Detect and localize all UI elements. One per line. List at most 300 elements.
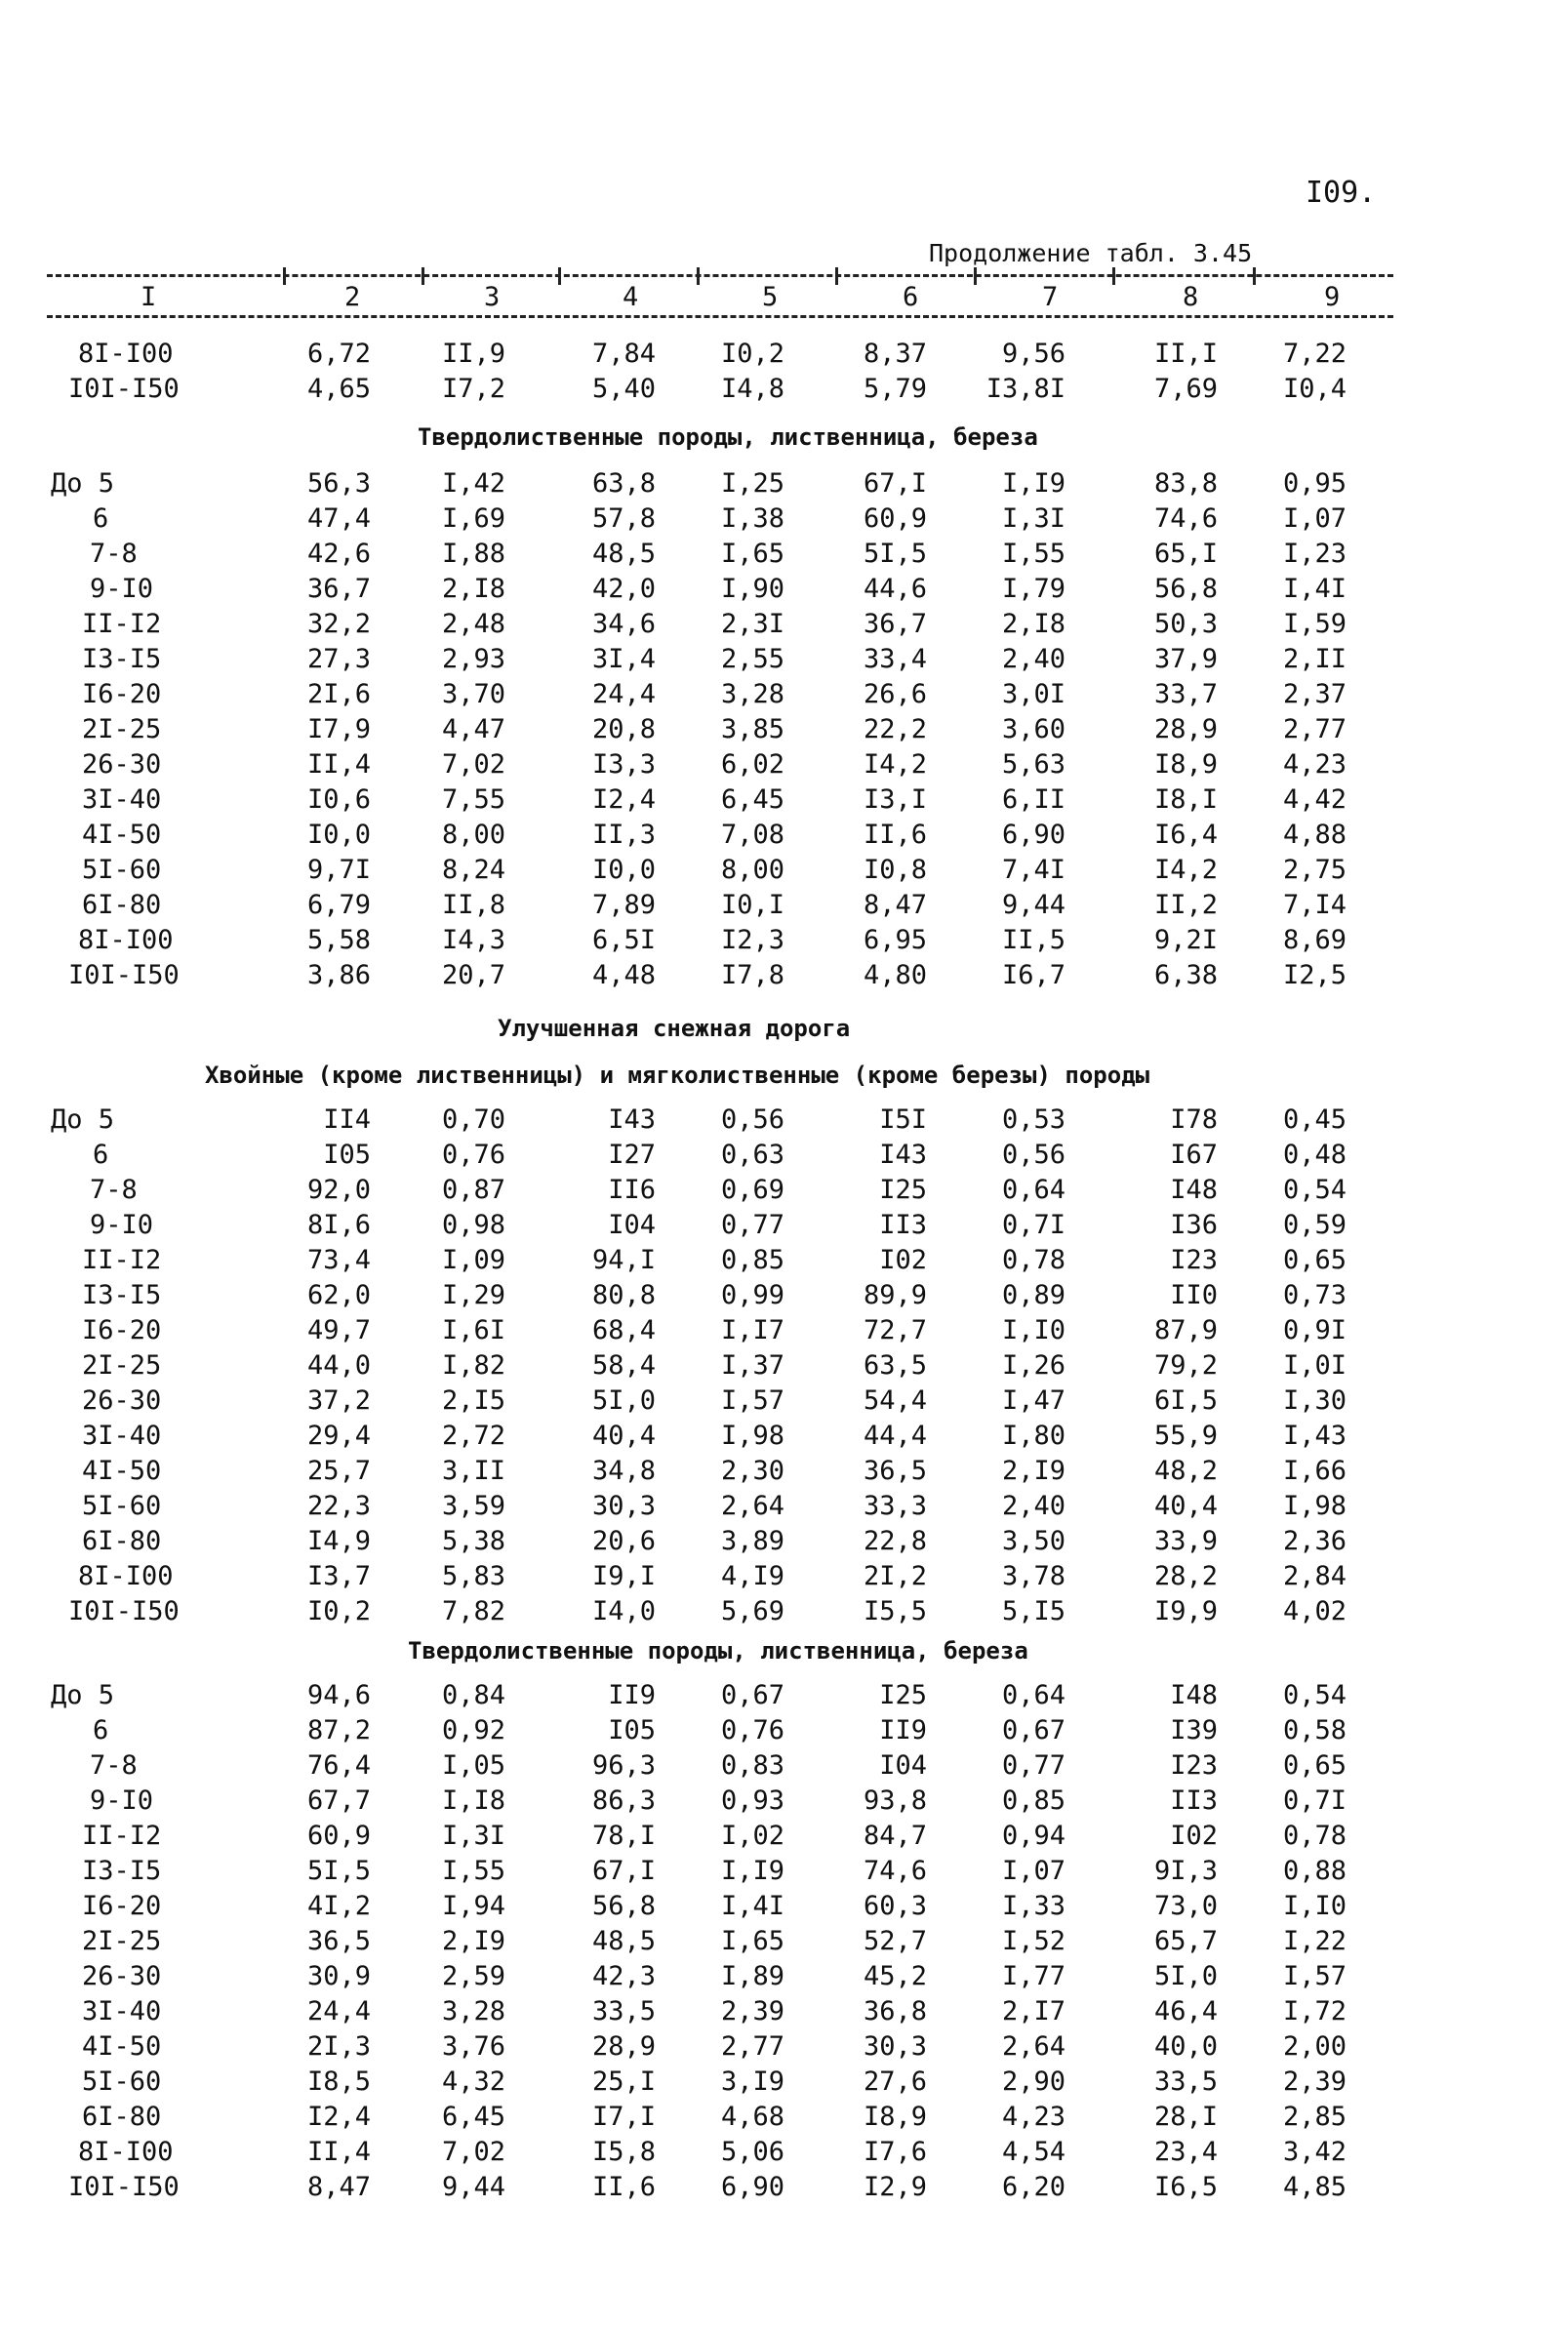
table-cell: 7,I4 [1282, 890, 1347, 920]
table-cell: 2,39 [1282, 2066, 1347, 2097]
row-label: 4I-50 [82, 1456, 162, 1486]
table-cell: I,6I [441, 1315, 505, 1345]
table-cell: 2,I7 [1001, 1996, 1065, 2026]
table-cell: I0,8 [863, 855, 927, 885]
table-row [0, 374, 1568, 409]
table-cell: I6,7 [1001, 960, 1065, 990]
table-row [0, 1315, 1568, 1350]
table-row [0, 1350, 1568, 1385]
table-cell: I9,9 [1153, 1596, 1218, 1626]
table-cell: 37,9 [1153, 644, 1218, 674]
table-cell: 2,40 [1001, 1491, 1065, 1521]
table-cell: 0,92 [441, 1715, 505, 1745]
table-cell: 56,3 [306, 468, 371, 499]
table-cell: I,0I [1282, 1350, 1347, 1381]
row-label: 6 [93, 503, 109, 534]
table-cell: I0,6 [306, 784, 371, 815]
table-cell: 2,72 [441, 1421, 505, 1451]
table-cell: 3,28 [720, 679, 784, 709]
table-cell: 4,80 [863, 960, 927, 990]
table-cell: 4,23 [1282, 749, 1347, 780]
table-cell: 48,5 [591, 1926, 656, 1956]
table-cell: 22,2 [863, 714, 927, 744]
table-cell: 76,4 [306, 1750, 371, 1781]
table-cell: 2,40 [1001, 644, 1065, 674]
table-cell: 33,5 [1153, 2066, 1218, 2097]
table-cell: 73,0 [1153, 1891, 1218, 1921]
table-cell: I,26 [1001, 1350, 1065, 1381]
column-header: 2 [344, 282, 361, 312]
table-row [0, 1926, 1568, 1961]
table-cell: 27,3 [306, 644, 371, 674]
table-cell: 2I,2 [863, 1561, 927, 1591]
table-cell: I,42 [441, 468, 505, 499]
table-cell: 60,9 [306, 1821, 371, 1851]
table-cell: 2,I8 [441, 574, 505, 604]
table-cell: 28,9 [1153, 714, 1218, 744]
table-cell: 8,00 [720, 855, 784, 885]
table-cell: 2,59 [441, 1961, 505, 1991]
table-cell: I,23 [1282, 539, 1347, 569]
table-cell: I02 [879, 1245, 927, 1275]
table-row [0, 609, 1568, 644]
table-cell: 30,3 [863, 2031, 927, 2062]
row-label: I0I-I50 [68, 960, 180, 990]
row-label: 8I-I00 [78, 339, 174, 369]
table-cell: 8,69 [1282, 925, 1347, 955]
table-row [0, 1245, 1568, 1280]
table-cell: I4,2 [863, 749, 927, 780]
table-cell: 24,4 [306, 1996, 371, 2026]
table-cell: I,59 [1282, 609, 1347, 639]
table-cell: I25 [879, 1680, 927, 1710]
table-cell: 0,76 [720, 1715, 784, 1745]
table-cell: I4,2 [1153, 855, 1218, 885]
table-cell: 8,24 [441, 855, 505, 885]
table-cell: 0,58 [1282, 1715, 1347, 1745]
table-cell: I4,9 [306, 1526, 371, 1556]
table-cell: 94,6 [306, 1680, 371, 1710]
table-row [0, 749, 1568, 784]
table-cell: 4,23 [1001, 2102, 1065, 2132]
row-label: До 5 [51, 468, 115, 499]
table-cell: 28,2 [1153, 1561, 1218, 1591]
table-cell: 2,00 [1282, 2031, 1347, 2062]
table-cell: I4,3 [441, 925, 505, 955]
table-cell: I3,I [863, 784, 927, 815]
table-cell: 6,5I [591, 925, 656, 955]
table-row [0, 1785, 1568, 1821]
table-cell: 2,II [1282, 644, 1347, 674]
table-cell: 2I,3 [306, 2031, 371, 2062]
table-cell: 7,02 [441, 749, 505, 780]
column-header: 5 [762, 282, 779, 312]
table-cell: I4,8 [720, 374, 784, 404]
table-cell: I7,9 [306, 714, 371, 744]
table-cell: 6,20 [1001, 2172, 1065, 2202]
table-cell: I,69 [441, 503, 505, 534]
table-cell: 36,8 [863, 1996, 927, 2026]
table-row [0, 1561, 1568, 1596]
table-cell: 67,I [863, 468, 927, 499]
table-cell: 5,83 [441, 1561, 505, 1591]
table-cell: 0,63 [720, 1140, 784, 1170]
table-cell: 36,7 [863, 609, 927, 639]
table-cell: 60,3 [863, 1891, 927, 1921]
table-row [0, 1421, 1568, 1456]
table-cell: 58,4 [591, 1350, 656, 1381]
table-cell: 33,5 [591, 1996, 656, 2026]
row-label: 6 [93, 1715, 109, 1745]
table-cell: 0,83 [720, 1750, 784, 1781]
table-cell: 2,39 [720, 1996, 784, 2026]
table-cell: I,52 [1001, 1926, 1065, 1956]
table-cell: 68,4 [591, 1315, 656, 1345]
table-cell: I0,0 [306, 820, 371, 850]
table-cell: 7,02 [441, 2137, 505, 2167]
table-row [0, 339, 1568, 374]
table-cell: I,07 [1282, 503, 1347, 534]
table-cell: I25 [879, 1175, 927, 1205]
table-cell: 6,45 [720, 784, 784, 815]
table-row [0, 1821, 1568, 1856]
table-row [0, 1891, 1568, 1926]
table-cell: 0,56 [720, 1104, 784, 1135]
table-cell: 96,3 [591, 1750, 656, 1781]
row-label: 7-8 [90, 539, 138, 569]
table-cell: II,8 [441, 890, 505, 920]
table-cell: 7,55 [441, 784, 505, 815]
table-row [0, 1856, 1568, 1891]
table-cell: I,07 [1001, 1856, 1065, 1886]
table-cell: I,I9 [720, 1856, 784, 1886]
table-cell: 57,8 [591, 503, 656, 534]
table-cell: 2,64 [1001, 2031, 1065, 2062]
table-cell: 4I,2 [306, 1891, 371, 1921]
table-cell: I43 [608, 1104, 656, 1135]
table-cell: I,3I [441, 1821, 505, 1851]
table-cell: 2,3I [720, 609, 784, 639]
table-cell: 9,44 [441, 2172, 505, 2202]
table-cell: II,4 [306, 749, 371, 780]
table-cell: 0,53 [1001, 1104, 1065, 1135]
table-cell: 60,9 [863, 503, 927, 534]
table-row [0, 644, 1568, 679]
table-cell: 0,87 [441, 1175, 505, 1205]
table-cell: 79,2 [1153, 1350, 1218, 1381]
table-cell: 44,4 [863, 1421, 927, 1451]
table-cell: 5,79 [863, 374, 927, 404]
row-label: 6I-80 [82, 890, 162, 920]
table-cell: 8I,6 [306, 1210, 371, 1240]
table-cell: I48 [1170, 1175, 1218, 1205]
table-cell: I0,2 [720, 339, 784, 369]
table-row [0, 820, 1568, 855]
table-cell: 74,6 [863, 1856, 927, 1886]
table-cell: 67,I [591, 1856, 656, 1886]
table-cell: 0,56 [1001, 1140, 1065, 1170]
table-row [0, 1140, 1568, 1175]
table-row [0, 2102, 1568, 2137]
table-cell: I,22 [1282, 1926, 1347, 1956]
column-header: I [141, 282, 157, 312]
table-cell: 0,64 [1001, 1175, 1065, 1205]
table-cell: 93,8 [863, 1785, 927, 1816]
table-cell: 94,I [591, 1245, 656, 1275]
table-cell: II3 [1170, 1785, 1218, 1816]
table-cell: 0,48 [1282, 1140, 1347, 1170]
table-cell: I8,9 [863, 2102, 927, 2132]
table-cell: I36 [1170, 1210, 1218, 1240]
table-cell: 8,37 [863, 339, 927, 369]
table-cell: 62,0 [306, 1280, 371, 1310]
table-cell: 2,30 [720, 1456, 784, 1486]
table-cell: I6,5 [1153, 2172, 1218, 2202]
table-cell: 9,56 [1001, 339, 1065, 369]
table-cell: 2,90 [1001, 2066, 1065, 2097]
table-cell: 33,4 [863, 644, 927, 674]
table-row [0, 2066, 1568, 2102]
row-label: 8I-I00 [78, 2137, 174, 2167]
table-cell: 86,3 [591, 1785, 656, 1816]
table-row [0, 1996, 1568, 2031]
table-cell: 0,78 [1001, 1245, 1065, 1275]
table-cell: 30,9 [306, 1961, 371, 1991]
row-label: 3I-40 [82, 1421, 162, 1451]
table-cell: 7,89 [591, 890, 656, 920]
table-cell: 0,78 [1282, 1821, 1347, 1851]
table-row [0, 784, 1568, 820]
table-row [0, 1750, 1568, 1785]
table-cell: 3I,4 [591, 644, 656, 674]
table-cell: 3,28 [441, 1996, 505, 2026]
table-cell: 4,85 [1282, 2172, 1347, 2202]
table-cell: I,4I [720, 1891, 784, 1921]
table-cell: 5,06 [720, 2137, 784, 2167]
table-cell: 7,69 [1153, 374, 1218, 404]
table-cell: I02 [1170, 1821, 1218, 1851]
table-cell: 0,45 [1282, 1104, 1347, 1135]
row-label: I3-I5 [82, 1280, 162, 1310]
table-cell: I2,4 [306, 2102, 371, 2132]
row-label: I3-I5 [82, 644, 162, 674]
table-cell: 42,6 [306, 539, 371, 569]
table-cell: I7,8 [720, 960, 784, 990]
table-cell: 84,7 [863, 1821, 927, 1851]
table-cell: 42,0 [591, 574, 656, 604]
table-cell: II,6 [591, 2172, 656, 2202]
table-cell: 2,I8 [1001, 609, 1065, 639]
table-cell: I78 [1170, 1104, 1218, 1135]
table-cell: 2I,6 [306, 679, 371, 709]
table-cell: II0 [1170, 1280, 1218, 1310]
table-cell: I3,7 [306, 1561, 371, 1591]
table-cell: 87,2 [306, 1715, 371, 1745]
table-cell: 55,9 [1153, 1421, 1218, 1451]
table-cell: 6,90 [1001, 820, 1065, 850]
table-cell: I8,I [1153, 784, 1218, 815]
row-label: 4I-50 [82, 820, 162, 850]
row-label: 26-30 [82, 1385, 162, 1416]
table-cell: I05 [323, 1140, 371, 1170]
table-cell: 28,I [1153, 2102, 1218, 2132]
table-cell: I23 [1170, 1750, 1218, 1781]
table-cell: 0,95 [1282, 468, 1347, 499]
table-cell: 2,48 [441, 609, 505, 639]
row-label: До 5 [51, 1680, 115, 1710]
table-cell: 3,89 [720, 1526, 784, 1556]
section-block [0, 1680, 1568, 2207]
table-cell: 0,70 [441, 1104, 505, 1135]
row-label: I0I-I50 [68, 1596, 180, 1626]
table-cell: I,66 [1282, 1456, 1347, 1486]
table-cell: 0,67 [720, 1680, 784, 1710]
row-label: 4I-50 [82, 2031, 162, 2062]
table-cell: 65,I [1153, 539, 1218, 569]
table-cell: 4,88 [1282, 820, 1347, 850]
row-label: 2I-25 [82, 1926, 162, 1956]
table-cell: 3,78 [1001, 1561, 1065, 1591]
table-cell: 0,9I [1282, 1315, 1347, 1345]
table-cell: 56,8 [591, 1891, 656, 1921]
table-cell: 3,70 [441, 679, 505, 709]
table-cell: 0,73 [1282, 1280, 1347, 1310]
table-cell: 6,72 [306, 339, 371, 369]
table-cell: I0,I [720, 890, 784, 920]
table-cell: I05 [608, 1715, 656, 1745]
table-cell: I,98 [720, 1421, 784, 1451]
table-cell: 72,7 [863, 1315, 927, 1345]
table-cell: 40,4 [591, 1421, 656, 1451]
column-header: 9 [1324, 282, 1341, 312]
table-cell: I,4I [1282, 574, 1347, 604]
table-cell: I,43 [1282, 1421, 1347, 1451]
table-cell: 5,40 [591, 374, 656, 404]
table-cell: 8,47 [306, 2172, 371, 2202]
row-label: 8I-I00 [78, 925, 174, 955]
table-cell: 4,32 [441, 2066, 505, 2097]
table-cell: 5I,0 [1153, 1961, 1218, 1991]
table-cell: 5,I5 [1001, 1596, 1065, 1626]
row-label: I3-I5 [82, 1856, 162, 1886]
table-cell: I04 [879, 1750, 927, 1781]
table-cell: I,05 [441, 1750, 505, 1781]
table-cell: 0,76 [441, 1140, 505, 1170]
table-row [0, 1104, 1568, 1140]
table-cell: I2,9 [863, 2172, 927, 2202]
table-cell: 9I,3 [1153, 1856, 1218, 1886]
row-label: 9-I0 [90, 1785, 154, 1816]
table-cell: II,I [1153, 339, 1218, 369]
table-cell: 74,6 [1153, 503, 1218, 534]
table-row [0, 503, 1568, 539]
table-cell: 0,64 [1001, 1680, 1065, 1710]
table-cell: 30,3 [591, 1491, 656, 1521]
table-cell: 34,8 [591, 1456, 656, 1486]
table-cell: 3,0I [1001, 679, 1065, 709]
table-cell: I,I0 [1282, 1891, 1347, 1921]
table-cell: 0,67 [1001, 1715, 1065, 1745]
row-label: 9-I0 [90, 1210, 154, 1240]
table-cell: I,38 [720, 503, 784, 534]
table-cell: 80,8 [591, 1280, 656, 1310]
table-row [0, 1961, 1568, 1996]
table-cell: 50,3 [1153, 609, 1218, 639]
table-cell: 87,9 [1153, 1315, 1218, 1345]
table-cell: 6,II [1001, 784, 1065, 815]
table-cell: 4,02 [1282, 1596, 1347, 1626]
table-cell: II4 [323, 1104, 371, 1135]
table-cell: 4,65 [306, 374, 371, 404]
table-cell: 3,59 [441, 1491, 505, 1521]
table-cell: 0,85 [1001, 1785, 1065, 1816]
table-cell: 2,77 [720, 2031, 784, 2062]
table-cell: I,47 [1001, 1385, 1065, 1416]
table-cell: I,65 [720, 539, 784, 569]
table-cell: 8,00 [441, 820, 505, 850]
section-title: Твердолиственные породы, лиственница, береза [408, 1637, 1028, 1665]
table-cell: I,90 [720, 574, 784, 604]
table-cell: I2,4 [591, 784, 656, 815]
table-cell: 0,88 [1282, 1856, 1347, 1886]
table-cell: 2,I9 [1001, 1456, 1065, 1486]
table-row [0, 1456, 1568, 1491]
row-label: I6-20 [82, 1315, 162, 1345]
table-cell: 2,37 [1282, 679, 1347, 709]
table-cell: 63,8 [591, 468, 656, 499]
row-label: 5I-60 [82, 1491, 162, 1521]
header-rule-bottom [47, 315, 1393, 318]
table-cell: 4,42 [1282, 784, 1347, 815]
table-cell: 7,08 [720, 820, 784, 850]
table-cell: I,98 [1282, 1491, 1347, 1521]
row-label: 2I-25 [82, 1350, 162, 1381]
section-block [0, 468, 1568, 995]
table-row [0, 1715, 1568, 1750]
section-block [0, 1104, 1568, 1631]
table-cell: 48,2 [1153, 1456, 1218, 1486]
table-cell: 54,4 [863, 1385, 927, 1416]
row-label: 6I-80 [82, 1526, 162, 1556]
row-label: I0I-I50 [68, 374, 180, 404]
page-number: I09. [1306, 176, 1377, 210]
table-cell: I0,4 [1282, 374, 1347, 404]
table-cell: I8,5 [306, 2066, 371, 2097]
table-cell: 0,69 [720, 1175, 784, 1205]
table-cell: 23,4 [1153, 2137, 1218, 2167]
table-row [0, 714, 1568, 749]
table-cell: I2,5 [1282, 960, 1347, 990]
row-label: 3I-40 [82, 1996, 162, 2026]
table-cell: I,3I [1001, 503, 1065, 534]
row-label: 7-8 [90, 1175, 138, 1205]
table-cell: I,I9 [1001, 468, 1065, 499]
table-cell: 36,5 [863, 1456, 927, 1486]
table-cell: 0,77 [720, 1210, 784, 1240]
table-cell: 6,90 [720, 2172, 784, 2202]
table-cell: 3,85 [720, 714, 784, 744]
row-label: II-I2 [82, 1821, 162, 1851]
table-row [0, 1280, 1568, 1315]
column-header: 7 [1042, 282, 1059, 312]
table-cell: I4,0 [591, 1596, 656, 1626]
table-cell: II9 [608, 1680, 656, 1710]
table-cell: 0,93 [720, 1785, 784, 1816]
table-cell: 22,8 [863, 1526, 927, 1556]
table-row [0, 539, 1568, 574]
table-cell: 6,02 [720, 749, 784, 780]
table-cell: 40,0 [1153, 2031, 1218, 2062]
